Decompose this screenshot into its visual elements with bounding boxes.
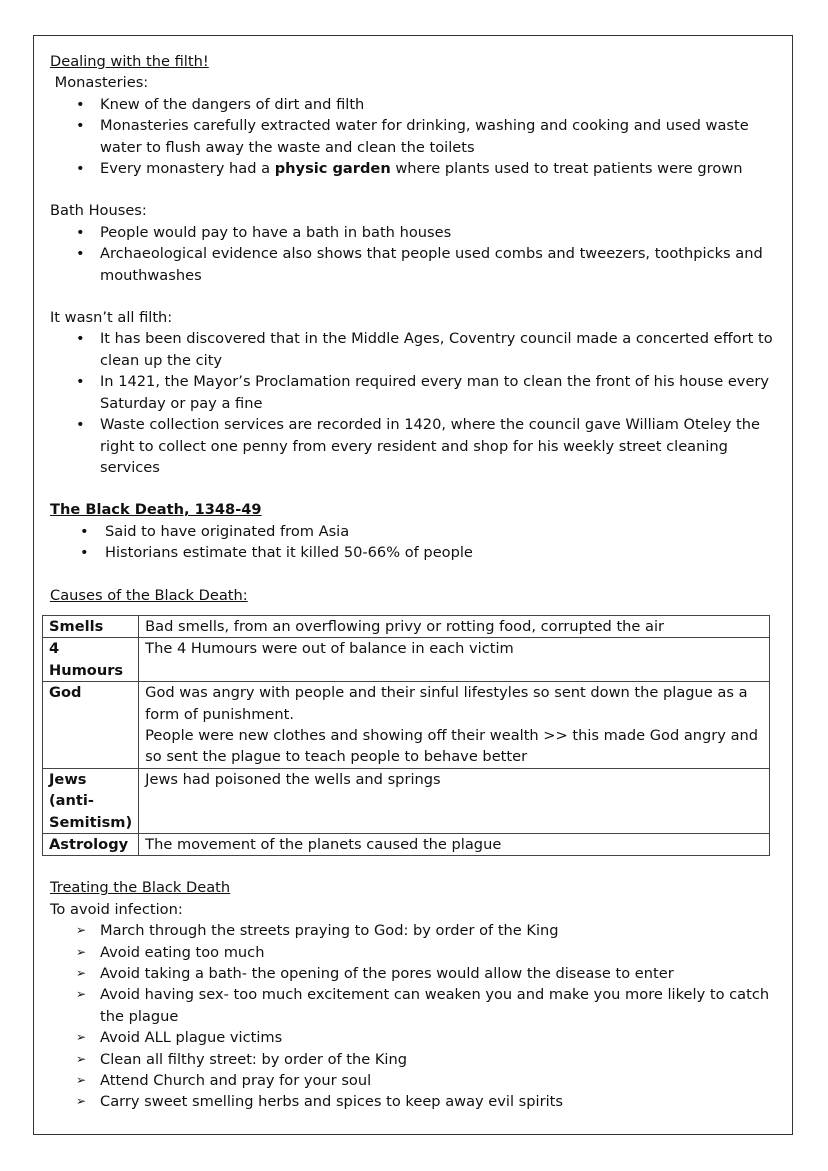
list-item: ➢ Avoid eating too much (50, 942, 780, 963)
black-death-list (50, 521, 780, 564)
causes-table (42, 615, 770, 856)
cause-text: The movement of the planets caused the plague (139, 834, 770, 856)
list-item: • Historians estimate that it killed 50-66% of people (50, 542, 780, 563)
table-row (43, 768, 770, 833)
physic-garden-term: physic garden (274, 160, 391, 178)
list-item: • Monasteries carefully extracted water for drinking, washing and cooking and used waste water to flush away the waste and clean the toilets (50, 115, 780, 158)
list-item: • Archaeological evidence also shows that people used combs and tweezers, toothpicks and mouthwashes (50, 243, 780, 286)
table-row (43, 682, 770, 769)
monasteries-list (50, 94, 780, 180)
section-heading-treating: Treating the Black Death (50, 879, 231, 897)
cause-key: Jews (anti-Semitism) (43, 768, 139, 833)
list-item-text: Every monastery had a (100, 160, 275, 178)
list-item: ➢ Carry sweet smelling herbs and spices to keep away evil spirits (50, 1091, 780, 1112)
section-heading-causes: Causes of the Black Death: (50, 586, 248, 604)
subheading-monasteries: Monasteries: (50, 74, 149, 92)
cause-text: Jews had poisoned the wells and springs (139, 768, 770, 833)
table-row (43, 834, 770, 856)
document-body (50, 51, 780, 1113)
subheading-not-all-filth: It wasn’t all filth: (50, 309, 173, 327)
subheading-bath-houses: Bath Houses: (50, 202, 147, 220)
list-item: • It has been discovered that in the Middle Ages, Coventry council made a concerted effort to clean up the city (50, 328, 780, 371)
list-item: ➢ Avoid taking a bath- the opening of the pores would allow the disease to enter (50, 963, 780, 984)
table-row (43, 615, 770, 637)
bath-houses-list (50, 222, 780, 286)
cause-key: Astrology (43, 834, 139, 856)
list-item: • Waste collection services are recorded in 1420, where the council gave William Oteley the right to collect one penny from every resident and shop for his weekly street cleaning services (50, 414, 780, 478)
cause-key: 4 Humours (43, 638, 139, 682)
list-item-text: where plants used to treat patients were grown (390, 160, 743, 178)
list-item: ➢ Attend Church and pray for your soul (50, 1070, 780, 1091)
section-heading-black-death: The Black Death, 1348-49 (50, 501, 262, 519)
list-item: ➢ Avoid having sex- too much excitement can weaken you and make you more likely to catch the plague (50, 984, 780, 1027)
treatment-list (50, 920, 780, 1113)
list-item: ➢ Avoid ALL plague victims (50, 1027, 780, 1048)
cause-key: Smells (43, 615, 139, 637)
list-item: • People would pay to have a bath in bath houses (50, 222, 780, 243)
list-item: ➢ March through the streets praying to God: by order of the King (50, 920, 780, 941)
list-item: • Said to have originated from Asia (50, 521, 780, 542)
section-heading-dealing-with-filth: Dealing with the filth! (50, 53, 209, 70)
list-item: • Knew of the dangers of dirt and filth (50, 94, 780, 115)
list-item: • In 1421, the Mayor’s Proclamation required every man to clean the front of his house every Saturday or pay a fine (50, 371, 780, 414)
cause-text-cell (139, 682, 770, 769)
list-item (50, 158, 780, 179)
not-all-filth-list (50, 328, 780, 478)
cause-text: God was angry with people and their sinful lifestyles so sent down the plague as a form of punishment. (145, 684, 748, 723)
subheading-avoid-infection: To avoid infection: (50, 900, 183, 918)
cause-key: God (43, 682, 139, 769)
list-item: ➢ Clean all filthy street: by order of the King (50, 1049, 780, 1070)
cause-text: People were new clothes and showing off their wealth >> this made God angry and so sent the plague to teach people to behave better (145, 726, 759, 766)
cause-text: Bad smells, from an overflowing privy or rotting food, corrupted the air (139, 615, 770, 637)
cause-text: The 4 Humours were out of balance in each victim (139, 638, 770, 682)
table-row (43, 638, 770, 682)
